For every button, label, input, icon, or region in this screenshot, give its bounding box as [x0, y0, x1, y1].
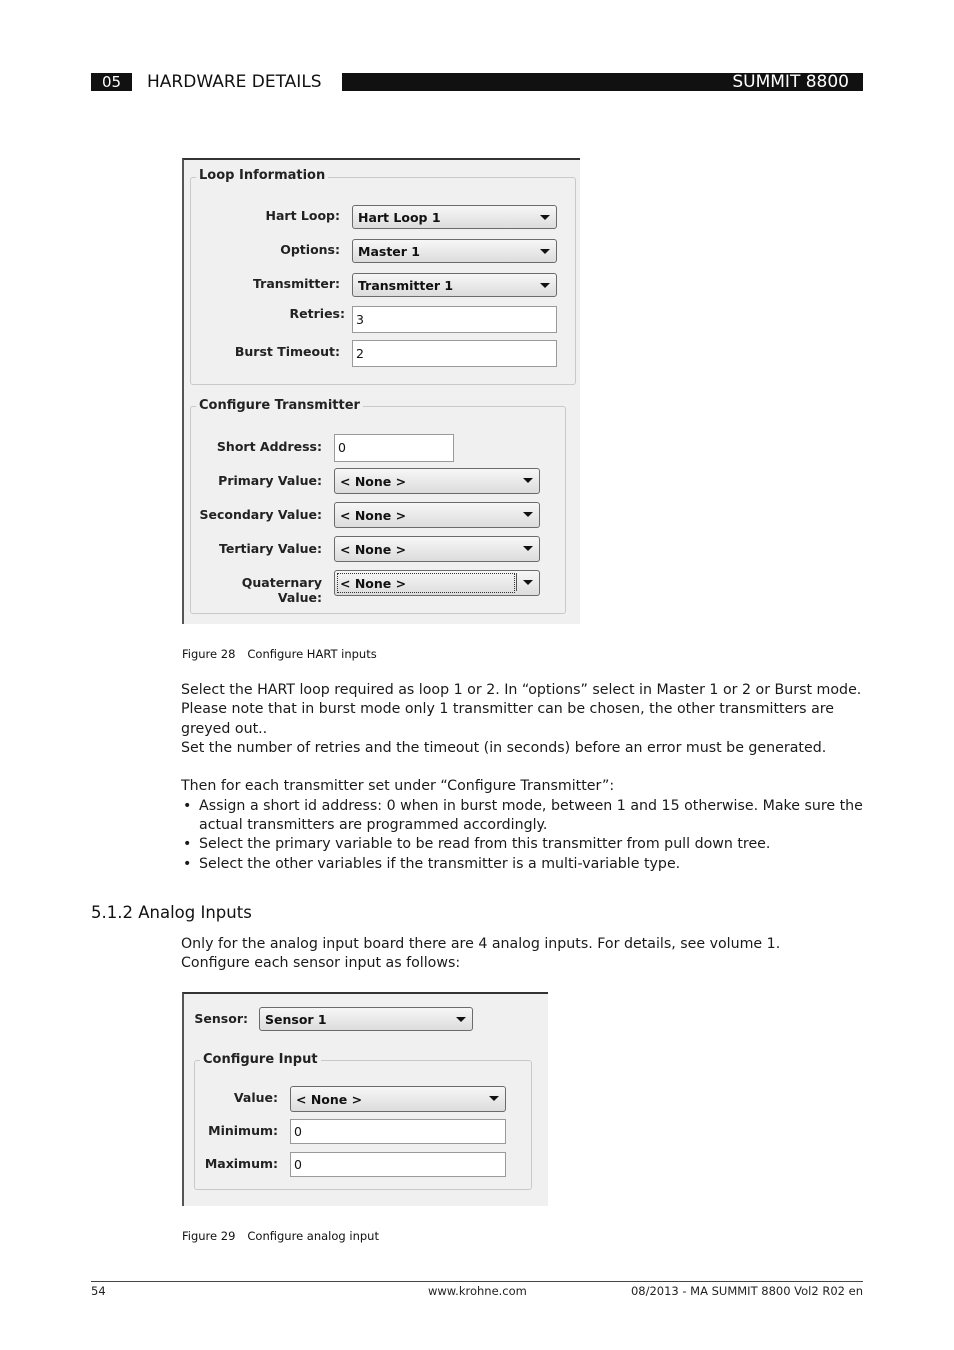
- sensor-label: Sensor:: [194, 1011, 248, 1026]
- chevron-down-icon: [540, 283, 550, 288]
- paragraph: Set the number of retries and the timeout (in seconds) before an error must be generated.: [181, 739, 827, 756]
- short-address-input[interactable]: 0: [334, 434, 454, 462]
- sensor-value: Sensor 1: [265, 1012, 327, 1027]
- primary-value-label: Primary Value:: [218, 473, 322, 488]
- secondary-value-label: Secondary Value:: [199, 507, 322, 522]
- chevron-down-icon: [540, 249, 550, 254]
- value-select[interactable]: [290, 1086, 506, 1112]
- primary-value-select[interactable]: [334, 468, 540, 494]
- value-label: Value:: [233, 1090, 278, 1105]
- header-bar: [342, 73, 863, 91]
- retries-label: Retries:: [289, 306, 345, 321]
- page-header: [91, 73, 863, 91]
- spacer: [181, 758, 871, 777]
- chapter-title: HARDWARE DETAILS: [147, 72, 322, 92]
- analog-instructions: [181, 935, 871, 974]
- transmitter-value: Transmitter 1: [358, 278, 454, 293]
- sensor-select[interactable]: [259, 1007, 473, 1031]
- retries-input[interactable]: 3: [352, 306, 557, 333]
- tertiary-value-label: Tertiary Value:: [219, 541, 322, 556]
- minimum-label: Minimum:: [208, 1123, 278, 1138]
- loop-information-legend: Loop Information: [196, 168, 328, 183]
- maximum-label: Maximum:: [204, 1156, 278, 1171]
- burst-timeout-input[interactable]: 2: [352, 340, 557, 367]
- figure-title: Configure HART inputs: [247, 647, 377, 661]
- chevron-down-icon: [523, 546, 533, 551]
- paragraph: Configure each sensor input as follows:: [181, 955, 461, 972]
- tertiary-value-select[interactable]: [334, 536, 540, 562]
- options-select[interactable]: [352, 239, 557, 263]
- transmitter-select[interactable]: [352, 273, 557, 297]
- figure-28-caption: [182, 647, 377, 661]
- hart-config-screenshot: [182, 158, 580, 624]
- quaternary-value-select[interactable]: [334, 570, 540, 596]
- analog-config-screenshot: [182, 992, 548, 1206]
- chapter-number: 05: [91, 73, 132, 91]
- paragraph: Then for each transmitter set under “Configure Transmitter”:: [181, 778, 615, 795]
- options-label: Options:: [280, 242, 340, 257]
- figure-number: Figure 28: [182, 647, 236, 661]
- hart-loop-select[interactable]: [352, 205, 557, 229]
- dropdown-separator: [516, 573, 517, 591]
- value-value: < None >: [296, 1092, 363, 1107]
- minimum-input[interactable]: 0: [290, 1119, 506, 1144]
- tertiary-value-value: < None >: [340, 542, 407, 557]
- chevron-down-icon: [523, 478, 533, 483]
- hart-loop-value: Hart Loop 1: [358, 210, 441, 225]
- product-name: SUMMIT 8800: [732, 72, 849, 92]
- secondary-value-value: < None >: [340, 508, 407, 523]
- website-link[interactable]: www.krohne.com: [428, 1284, 527, 1298]
- quaternary-value-value: < None >: [340, 576, 407, 591]
- primary-value-value: < None >: [340, 474, 407, 489]
- figure-29-caption: [182, 1229, 379, 1243]
- hart-loop-label: Hart Loop:: [265, 208, 340, 223]
- instruction-list: [181, 797, 871, 874]
- maximum-input[interactable]: 0: [290, 1152, 506, 1177]
- list-item: • Assign a short id address: 0 when in burst mode, between 1 and 15 otherwise. Make sure the actual transmitters are programmed accordingly.: [181, 797, 871, 836]
- secondary-value-select[interactable]: [334, 502, 540, 528]
- paragraph: Only for the analog input board there are 4 analog inputs. For details, see volume 1.: [181, 936, 781, 952]
- document-reference: 08/2013 - MA SUMMIT 8800 Vol2 R02 en: [630, 1284, 863, 1298]
- figure-title: Configure analog input: [247, 1229, 379, 1243]
- figure-number: Figure 29: [182, 1229, 236, 1243]
- hart-instructions: [181, 681, 871, 874]
- chevron-down-icon: [540, 215, 550, 220]
- list-item: • Select the primary variable to be read from this transmitter from pull down tree.: [181, 835, 871, 854]
- options-value: Master 1: [358, 244, 420, 259]
- paragraph: Select the HART loop required as loop 1 or 2. In “options” select in Master 1 or 2 or Burst mode. Please note that in burst mode only 1 transmitter can be chosen, the other transmitters are greyed out..: [181, 682, 862, 737]
- short-address-label: Short Address:: [216, 439, 322, 454]
- chevron-down-icon: [456, 1017, 466, 1022]
- list-item: • Select the other variables if the transmitter is a multi-variable type.: [181, 855, 871, 874]
- configure-transmitter-legend: Configure Transmitter: [196, 398, 363, 413]
- page-number: 54: [91, 1284, 106, 1298]
- chevron-down-icon: [489, 1096, 499, 1101]
- transmitter-label: Transmitter:: [253, 276, 340, 291]
- section-heading: 5.1.2 Analog Inputs: [91, 903, 252, 922]
- burst-timeout-label: Burst Timeout:: [234, 344, 340, 359]
- footer-rule: [91, 1281, 863, 1282]
- quaternary-value-label: Quaternary Value:: [241, 575, 322, 605]
- chevron-down-icon: [523, 580, 533, 585]
- configure-input-legend: Configure Input: [200, 1052, 321, 1067]
- chevron-down-icon: [523, 512, 533, 517]
